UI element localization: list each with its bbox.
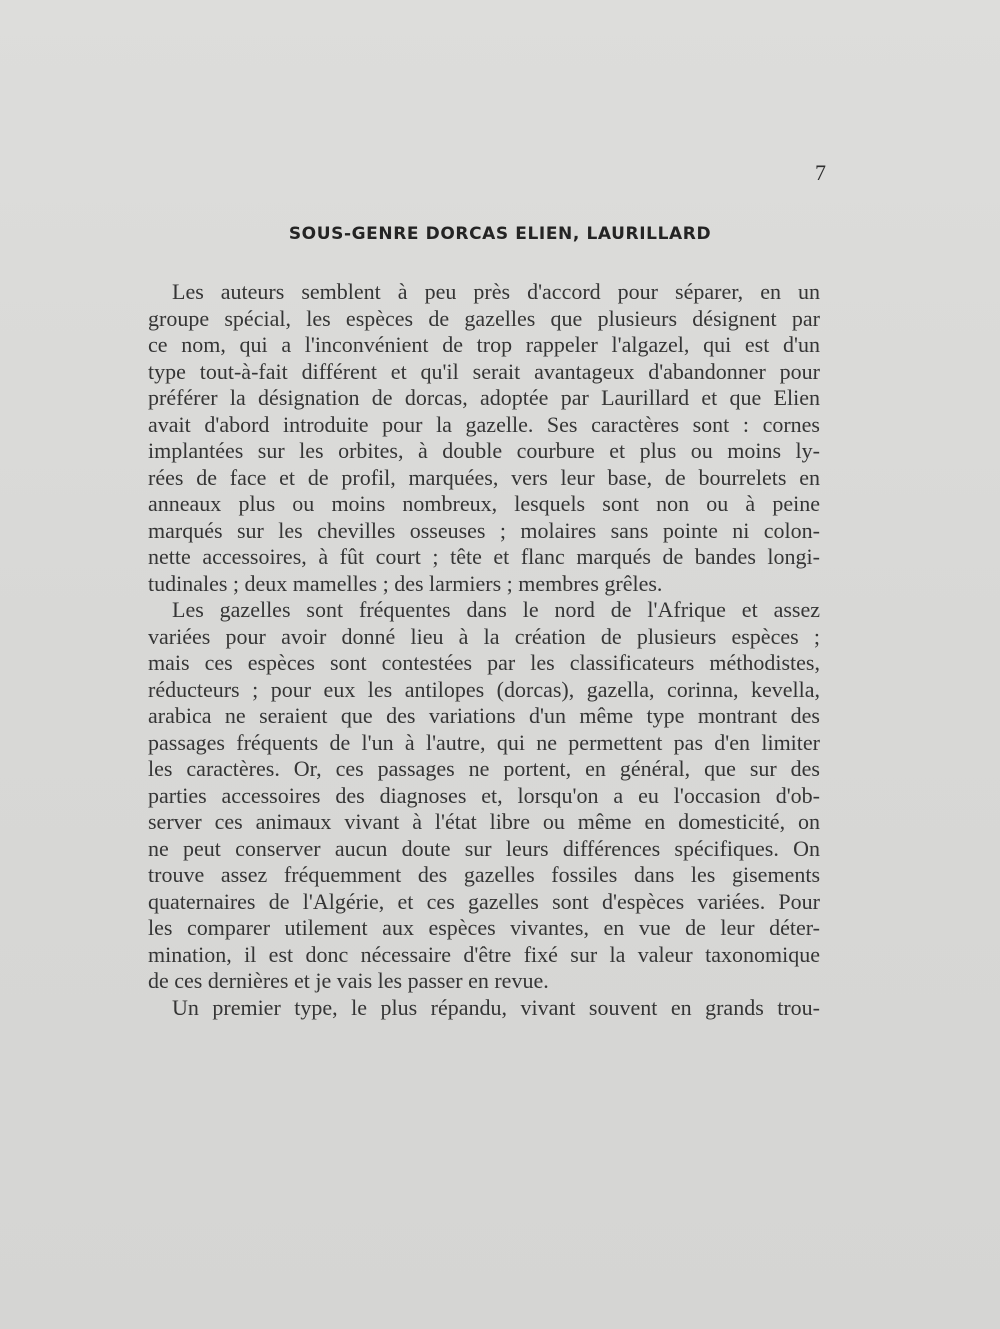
text-line: Les gazelles sont fréquentes dans le nord de l'Afrique et assez	[172, 597, 820, 622]
text-line: nette accessoires, à fût court ; tête et flanc marqués de bandes longi-	[148, 544, 820, 569]
text-line: implantées sur les orbites, à double courbure et plus ou moins ly-	[148, 438, 820, 463]
text-line: tudinales ; deux mamelles ; des larmiers ; membres grêles.	[148, 570, 663, 596]
paragraph	[148, 279, 820, 597]
text-line: arabica ne seraient que des variations d'un même type montrant des	[148, 703, 820, 728]
text-line: trouve assez fréquemment des gazelles fossiles dans les gisements	[148, 862, 820, 887]
paragraph	[148, 597, 820, 995]
section-heading: SOUS-GENRE DORCAS ELIEN, LAURILLARD	[288, 224, 712, 244]
text-line: ce nom, qui a l'inconvénient de trop rappeler l'algazel, qui est d'un	[148, 332, 820, 357]
text-line: les comparer utilement aux espèces vivantes, en vue de leur déter-	[148, 915, 820, 940]
paragraph	[148, 995, 820, 1022]
text-line: quaternaires de l'Algérie, et ces gazelles sont d'espèces variées. Pour	[148, 888, 820, 914]
text-line: ne peut conserver aucun doute sur leurs différences spécifiques. On	[148, 835, 820, 861]
text-line: groupe spécial, les espèces de gazelles que plusieurs désignent par	[148, 305, 820, 331]
text-line: anneaux plus ou moins nombreux, lesquels sont non ou à peine	[148, 491, 820, 516]
text-line: mination, il est donc nécessaire d'être fixé sur la valeur taxonomique	[148, 941, 820, 967]
text-line: les caractères. Or, ces passages ne portent, en général, que sur des	[148, 756, 820, 781]
text-line: type tout-à-fait différent et qu'il serait avantageux d'abandonner pour	[148, 358, 820, 384]
text-line: marqués sur les chevilles osseuses ; molaires sans pointe ni colon-	[148, 517, 820, 543]
page-number: 7	[815, 160, 826, 185]
body-text	[148, 279, 820, 1021]
text-line: réducteurs ; pour eux les antilopes (dorcas), gazella, corinna, kevella,	[148, 676, 820, 702]
text-line: Un premier type, le plus répandu, vivant souvent en grands trou-	[172, 994, 820, 1020]
text-line: avait d'abord introduite pour la gazelle. Ses caractères sont : cornes	[148, 411, 820, 437]
text-line: préférer la désignation de dorcas, adoptée par Laurillard et que Elien	[148, 385, 820, 410]
text-line: de ces dernières et je vais les passer en revue.	[148, 968, 549, 993]
text-line: variées pour avoir donné lieu à la création de plusieurs espèces ;	[148, 623, 820, 649]
text-line: passages fréquents de l'un à l'autre, qui ne permettent pas d'en limiter	[148, 729, 820, 755]
text-line: mais ces espèces sont contestées par les classificateurs méthodistes,	[148, 650, 820, 675]
text-line: server ces animaux vivant à l'état libre ou même en domesticité, on	[148, 809, 820, 834]
text-line: rées de face et de profil, marquées, vers leur base, de bourrelets en	[148, 464, 820, 490]
text-line: parties accessoires des diagnoses et, lorsqu'on a eu l'occasion d'ob-	[148, 782, 820, 808]
text-line: Les auteurs semblent à peu près d'accord pour séparer, en un	[172, 279, 820, 304]
